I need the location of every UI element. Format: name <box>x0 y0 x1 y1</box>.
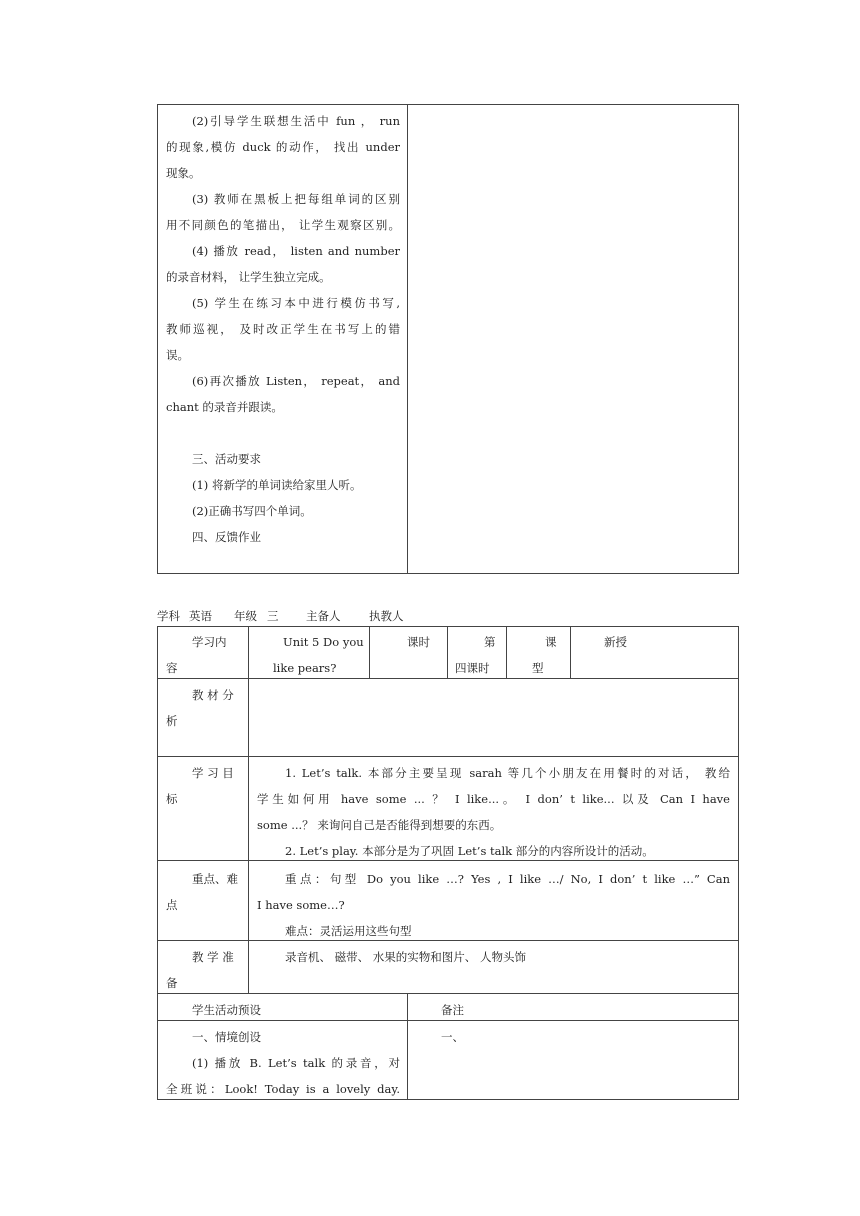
col-divider <box>506 626 507 678</box>
activity-header: 学生活动预设 <box>192 1003 261 1017</box>
activity-line: 的现象,模仿 duck 的动作， 找出 under <box>166 140 400 154</box>
activity-line: (5) 学生在练习本中进行模仿书写, <box>192 296 400 310</box>
preparer-label: 主备人 <box>306 609 341 623</box>
subject-label: 学科 <box>157 609 180 623</box>
col-divider <box>447 626 448 678</box>
activity-line: (2)正确书写四个单词。 <box>192 504 312 518</box>
activity-line: (1) 将新学的单词读给家里人听。 <box>192 478 362 492</box>
key-line: I have some…? <box>257 898 345 912</box>
col-divider <box>570 626 571 678</box>
col-divider <box>407 993 408 1100</box>
prep-label: 教 学 准 <box>192 950 234 964</box>
content-label: 学习内 <box>192 635 227 649</box>
activity-line: 教师巡视， 及时改正学生在书写上的错 <box>166 322 400 336</box>
col-divider <box>248 626 249 993</box>
activity-line: 误。 <box>166 348 189 362</box>
notes-text: 一、 <box>441 1030 464 1044</box>
section-heading: 三、活动要求 <box>192 452 261 466</box>
key-line: 难点：灵活运用这些句型 <box>285 924 412 938</box>
key-label: 点 <box>166 898 178 912</box>
teacher-label: 执教人 <box>369 609 404 623</box>
prep-label: 备 <box>166 976 178 990</box>
activity-line: (4) 播放 read， listen and number <box>192 244 400 258</box>
activity-line: (1) 播放 B. Let’s talk 的录音，对 <box>192 1056 400 1070</box>
activity-line: 一、情境创设 <box>192 1030 261 1044</box>
activity-line: 用不同颜色的笔描出， 让学生观察区别。 <box>166 218 400 232</box>
section-heading: 四、反馈作业 <box>192 530 261 544</box>
goals-line: 学生如何用 have some ... ？ I like...。 I don’ t like... 以及 Can I have <box>257 792 730 806</box>
grade-value: 三 <box>267 609 279 623</box>
content-value: like pears? <box>273 661 337 675</box>
row-divider <box>157 678 739 679</box>
col-divider <box>369 626 370 678</box>
activity-line: 的录音材料， 让学生独立完成。 <box>166 270 331 284</box>
goals-label: 学 习 目 <box>192 766 234 780</box>
analysis-label: 教 材 分 <box>192 688 234 702</box>
activity-line: (2)引导学生联想生活中 fun ， run <box>192 114 400 128</box>
content-value: Unit 5 Do you <box>283 635 364 649</box>
goals-line: some ...？ 来询问自己是否能得到想要的东西。 <box>257 818 502 832</box>
key-line: 重点：句型 Do you like …? Yes , I like …/ No, I don’ t like …” Can <box>285 872 730 886</box>
period-value: 四课时 <box>455 661 490 675</box>
period-value: 第 <box>484 635 496 649</box>
analysis-label: 析 <box>166 714 178 728</box>
activity-line: 全班说：Look! Today is a lovely day. <box>166 1082 400 1096</box>
type-label: 课 <box>545 635 557 649</box>
goals-label: 标 <box>166 792 178 806</box>
content-label: 容 <box>166 661 178 675</box>
goals-line: 2. Let’s play. 本部分是为了巩固 Let’s talk 部分的内容所设计的活动。 <box>285 844 654 858</box>
type-label: 型 <box>532 661 544 675</box>
row-divider <box>157 756 739 757</box>
subject-value: 英语 <box>189 609 212 623</box>
grade-label: 年级 <box>234 609 257 623</box>
top-table-divider <box>407 104 408 574</box>
row-divider <box>157 940 739 941</box>
period-label: 课时 <box>407 635 430 649</box>
activity-line: chant 的录音并跟读。 <box>166 400 283 414</box>
goals-line: 1. Let’s talk. 本部分主要呈现 sarah 等几个小朋友在用餐时的对话， 教给 <box>285 766 730 780</box>
type-value: 新授 <box>604 635 627 649</box>
activity-line: (6)再次播放 Listen， repeat， and <box>192 374 400 388</box>
key-label: 重点、难 <box>192 872 238 886</box>
prep-text: 录音机、 磁带、 水果的实物和图片、 人物头饰 <box>285 950 526 964</box>
activity-line: 现象。 <box>166 166 201 180</box>
notes-header: 备注 <box>441 1003 464 1017</box>
row-divider <box>157 993 739 994</box>
activity-line: (3) 教师在黑板上把每组单词的区别 <box>192 192 400 206</box>
